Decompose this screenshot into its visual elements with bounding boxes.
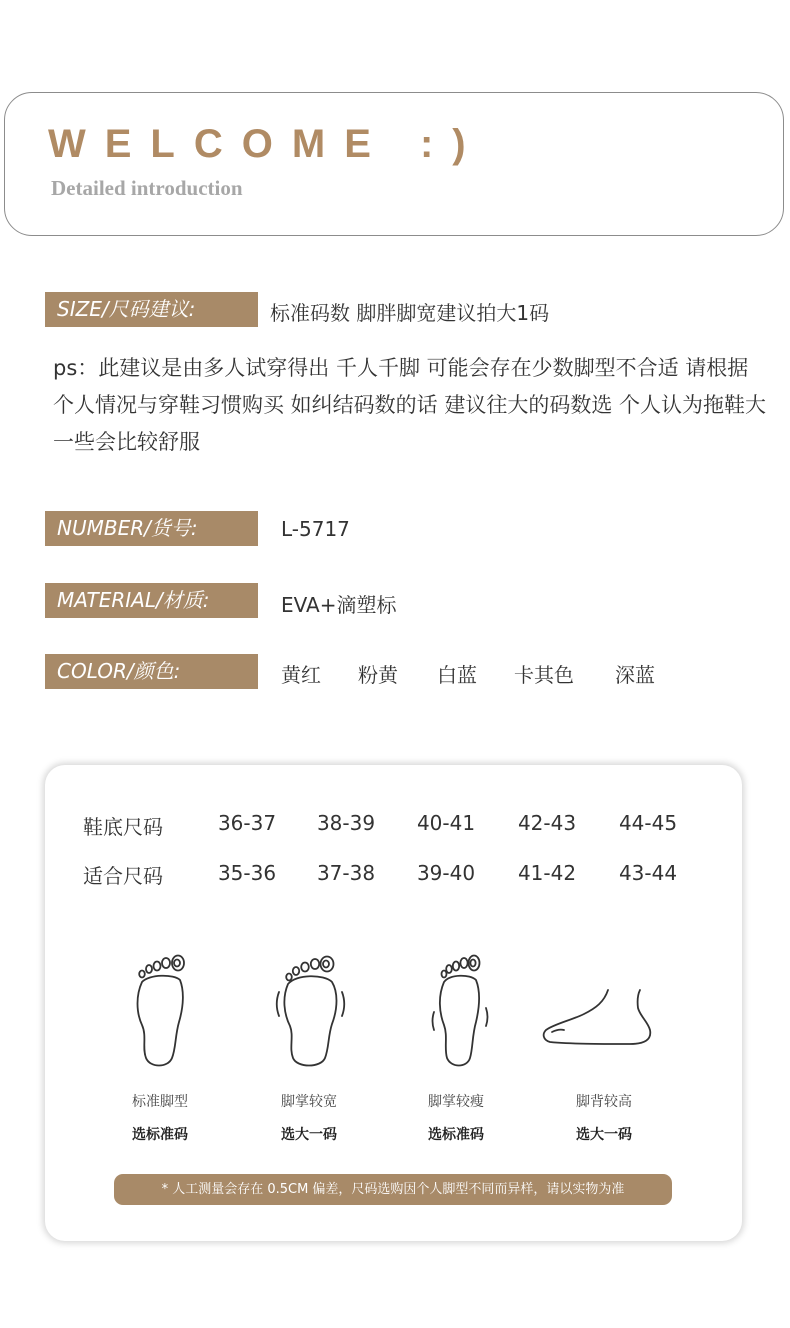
foot-type-advice: 选大一码	[576, 1127, 632, 1143]
sole-size-cell: 38-39	[316, 811, 376, 835]
foot-type-label: 脚掌较瘦	[428, 1094, 484, 1110]
color-option: 白蓝	[437, 663, 477, 687]
number-tag: NUMBER/货号:	[45, 511, 258, 546]
color-option: 黄红	[281, 663, 321, 687]
color-tag: COLOR/颜色:	[45, 654, 258, 689]
sole-size-label: 鞋底尺码	[83, 815, 163, 839]
foot-type-advice: 选标准码	[132, 1127, 188, 1143]
material-tag: MATERIAL/材质:	[45, 583, 258, 618]
fit-size-cell: 41-42	[517, 861, 577, 885]
size-ps-note: ps：此建议是由多人试穿得出 千人千脚 可能会存在少数脚型不合适 请根据个人情况与穿鞋习惯购买 如纠结码数的话 建议往大的码数选 个人认为拖鞋大一些会比较舒服	[53, 356, 767, 454]
sole-size-cell: 36-37	[217, 811, 277, 835]
foot-type-advice: 选大一码	[281, 1127, 337, 1143]
fit-size-cell: 43-44	[618, 861, 678, 885]
sole-size-cell: 44-45	[618, 811, 678, 835]
thin-foot-icon	[424, 950, 496, 1070]
color-option: 深蓝	[615, 663, 655, 687]
welcome-title: WELCOME :)	[48, 122, 485, 166]
fit-size-cell: 39-40	[416, 861, 476, 885]
material-value: EVA+滴塑标	[281, 593, 397, 617]
fit-size-label: 适合尺码	[83, 864, 163, 888]
foot-type-label: 标准脚型	[132, 1094, 188, 1110]
fit-size-cell: 35-36	[217, 861, 277, 885]
foot-type-label: 脚背较高	[576, 1094, 632, 1110]
size-value: 标准码数 脚胖脚宽建议拍大1码	[270, 301, 550, 325]
number-value: L-5717	[281, 517, 350, 541]
foot-type-label: 脚掌较宽	[281, 1094, 337, 1110]
foot-type-advice: 选标准码	[428, 1127, 484, 1143]
color-option: 粉黄	[358, 663, 398, 687]
sole-size-cell: 40-41	[416, 811, 476, 835]
wide-foot-icon	[272, 950, 352, 1070]
color-option: 卡其色	[514, 663, 574, 687]
standard-foot-icon	[124, 950, 196, 1070]
high-arch-foot-icon	[540, 980, 656, 1050]
fit-size-cell: 37-38	[316, 861, 376, 885]
welcome-subtitle: Detailed introduction	[51, 176, 243, 200]
size-tag: SIZE/尺码建议:	[45, 292, 258, 327]
measurement-note: * 人工测量会存在 0.5CM 偏差，尺码选购因个人脚型不同而异样，请以实物为准	[114, 1174, 672, 1205]
sole-size-cell: 42-43	[517, 811, 577, 835]
